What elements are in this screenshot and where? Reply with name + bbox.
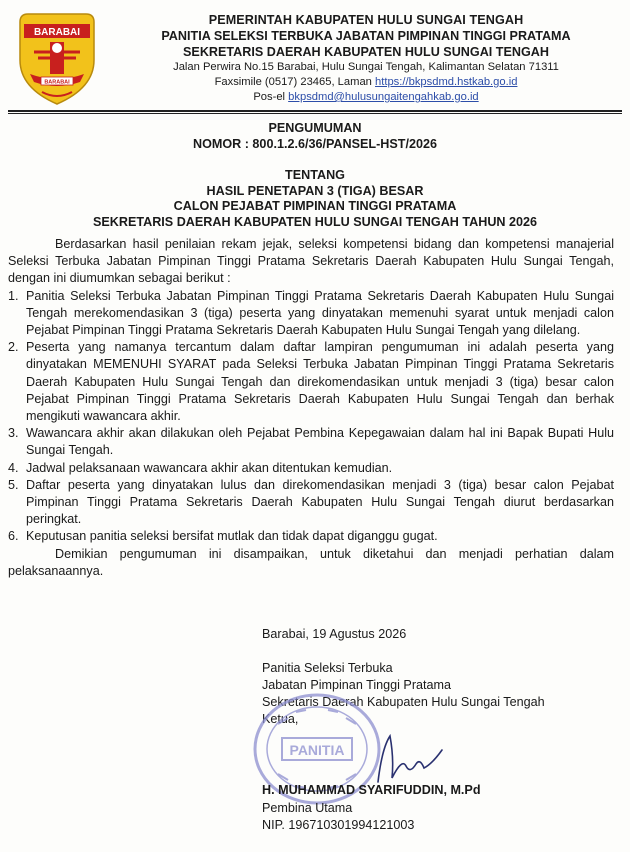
subject-line-3: SEKRETARIS DAERAH KABUPATEN HULU SUNGAI TENGAH TAHUN 2026 xyxy=(92,214,538,229)
contact-line xyxy=(112,75,620,90)
place-date: Barabai, 19 Agustus 2026 xyxy=(262,627,407,641)
position-name: SEKRETARIS DAERAH KABUPATEN HULU SUNGAI TENGAH xyxy=(183,45,549,59)
announcement-header xyxy=(0,121,630,152)
letterhead-divider xyxy=(8,110,622,112)
list-item: 2. Peserta yang namanya tercantum dalam daftar lampiran pengumuman ini adalah peserta yang dinyatakan MEMENUHI SYARAT pada Seleksi Terbuka Jabatan Pimpinan Tinggi Pratama Sekretaris Daerah Kabupaten Hulu Sungai Tengah dan direkomendasikan untuk menjadi 3 (tiga) besar calon Pejabat Pimpinan Tinggi Pratama Sekretaris Daerah Kabupaten Hulu Sungai Tengah dan berhak mengikuti wawancara akhir. xyxy=(8,340,614,424)
email-line xyxy=(112,90,620,105)
announcement-title: PENGUMUMAN xyxy=(268,121,362,135)
signatory-name: H. MUHAMMAD SYARIFUDDIN, M.Pd xyxy=(262,783,481,797)
intro-paragraph: Berdasarkan hasil penilaian rekam jejak, seleksi kompetensi bidang dan kompetensi manajerial Seleksi Terbuka Jabatan Pimpinan Tinggi Pratama Sekretaris Daerah Kabupaten Hulu Sungai Tengah, dengan ini diumumkan sebagai berikut : xyxy=(8,237,614,286)
subject-line-2: CALON PEJABAT PIMPINAN TINGGI PRATAMA xyxy=(173,199,457,213)
signatory-rank: Pembina Utama xyxy=(262,801,353,815)
website-link[interactable]: https://bkpsdmd.hstkab.go.id xyxy=(375,76,518,88)
about-label: TENTANG xyxy=(285,168,345,182)
list-item: 1. Panitia Seleksi Terbuka Jabatan Pimpinan Tinggi Pratama Sekretaris Daerah Kabupaten Hulu Sungai Tengah merekomendasikan 3 (tiga) peserta yang dinyatakan memenuhi syarat untuk menjadi calon Pejabat Pimpinan Tinggi Pratama Sekretaris Daerah Kabupaten Hulu Sungai Tengah yang dilelang. xyxy=(8,288,614,338)
signatory-role: Ketua, xyxy=(262,712,299,726)
address: Jalan Perwira No.15 Barabai, Hulu Sungai Tengah, Kalimantan Selatan 71311 xyxy=(173,61,559,73)
letterhead xyxy=(112,12,620,105)
list-item: 4. Jadwal pelaksanaan wawancara akhir akan ditentukan kemudian. xyxy=(8,460,393,475)
regency-logo-icon xyxy=(14,8,100,108)
announcement-subject xyxy=(0,168,630,230)
list-item: 6. Keputusan panitia seleksi bersifat mutlak dan tidak dapat diganggu gugat. xyxy=(8,529,438,544)
list-item: 5. Daftar peserta yang dinyatakan lulus dan direkomendasikan menjadi 3 (tiga) besar calon Pejabat Pimpinan Tinggi Pratama Sekretaris Daerah Kabupaten Hulu Sungai Tengah diurut berdasarkan peringkat. xyxy=(8,477,614,527)
fax-text: Faxsimile (0517) 23465, Laman xyxy=(214,76,372,88)
list-item: 3. Wawancara akhir akan dilakukan oleh Pejabat Pembina Kepegawaian dalam hal ini Bapak Bupati Hulu Sungai Tengah. xyxy=(8,426,614,458)
letterhead-divider-thin xyxy=(8,113,622,114)
org-line-1: Panitia Seleksi Terbuka xyxy=(262,661,393,675)
signatory-nip: NIP. 196710301994121003 xyxy=(262,818,415,832)
subject-line-1: HASIL PENETAPAN 3 (TIGA) BESAR xyxy=(206,183,424,198)
committee-name: PANITIA SELEKSI TERBUKA JABATAN PIMPINAN TINGGI PRATAMA xyxy=(161,29,571,43)
logo-ribbon-text: BARABAI xyxy=(44,79,70,86)
government-name: PEMERINTAH KABUPATEN HULU SUNGAI TENGAH xyxy=(208,13,524,27)
closing-paragraph: Demikian pengumuman ini disampaikan, untuk diketahui dan menjadi perhatian dalam pelaksanaannya. xyxy=(8,546,614,578)
handwritten-signature-icon xyxy=(372,728,446,786)
announcement-items xyxy=(8,288,614,546)
logo-banner-text: BARABAI xyxy=(33,27,81,38)
org-line-3: Sekretaris Daerah Kabupaten Hulu Sungai Tengah xyxy=(262,695,545,709)
announcement-number: NOMOR : 800.1.2.6/36/PANSEL-HST/2026 xyxy=(192,136,438,151)
announcement-body xyxy=(8,236,614,580)
org-line-2: Jabatan Pimpinan Tinggi Pratama xyxy=(262,678,452,692)
email-link[interactable]: bkpsdmd@hulusungaitengahkab.go.id xyxy=(288,91,479,103)
email-label: Pos-el xyxy=(253,91,286,103)
stamp-text: PANITIA xyxy=(289,742,345,758)
